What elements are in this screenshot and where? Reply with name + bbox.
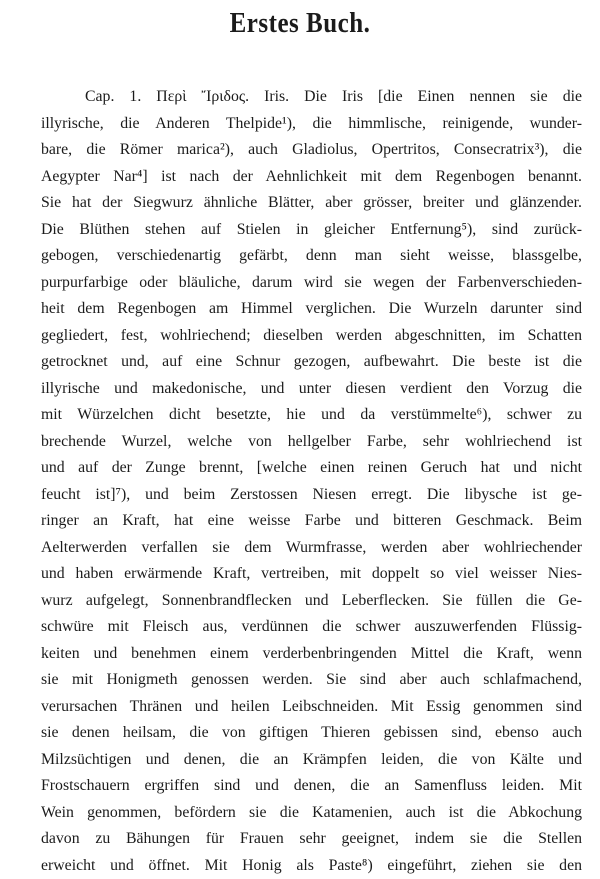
text-line: davon zu Bähungen für Frauen sehr geeignet, indem sie die Stellen <box>41 826 582 853</box>
text-line: getrocknet und, auf eine Schnur gezogen, aufbewahrt. Die beste ist die <box>41 349 582 376</box>
text-line: keiten und benehmen einem verderbenbringenden Mittel die Kraft, wenn <box>41 641 582 668</box>
text-line: illyrische und makedonische, und unter diesen verdient den Vorzug die <box>41 376 582 403</box>
text-line: gebogen, verschiedenartig gefärbt, denn man sieht weisse, blassgelbe, <box>41 243 582 270</box>
text-line: brechende Wurzel, welche von hellgelber Farbe, sehr wohlriechend ist <box>41 429 582 456</box>
text-line: purpurfarbige oder bläuliche, darum wird sie wegen der Farbenverschieden- <box>41 270 582 297</box>
text-line: Wein genommen, befördern sie die Katamenien, auch ist die Abkochung <box>41 800 582 827</box>
text-line: Die Blüthen stehen auf Stielen in gleicher Entfernung⁵), sind zurück- <box>41 217 582 244</box>
text-line: gegliedert, fest, wohlriechend; dieselben werden abgeschnitten, im Schatten <box>41 323 582 350</box>
text-line: Aegypter Nar⁴] ist nach der Aehnlichkeit mit dem Regenbogen benannt. <box>41 164 582 191</box>
text-line: illyrische, die Anderen Thelpide¹), die himmlische, reinigende, wunder- <box>41 111 582 138</box>
text-line: Sie hat der Siegwurz ähnliche Blätter, aber grösser, breiter und glänzender. <box>41 190 582 217</box>
text-line: wurz aufgelegt, Sonnenbrandflecken und Leberflecken. Sie füllen die Ge- <box>41 588 582 615</box>
text-line: ringer an Kraft, hat eine weisse Farbe und bitteren Geschmack. Beim <box>41 508 582 535</box>
text-line: schwüre mit Fleisch aus, verdünnen die schwer auszuwerfenden Flüssig- <box>41 614 582 641</box>
text-line: verursachen Thränen und heilen Leibschneiden. Mit Essig genommen sind <box>41 694 582 721</box>
text-line: und auf der Zunge brennt, [welche einen reinen Geruch hat und nicht <box>41 455 582 482</box>
page-title: Erstes Buch. <box>0 8 600 39</box>
text-body <box>41 84 582 879</box>
text-line: sie denen heilsam, die von giftigen Thieren gebissen sind, ebenso auch <box>41 720 582 747</box>
text-line: erweicht und öffnet. Mit Honig als Paste⁸) eingeführt, ziehen sie den <box>41 853 582 879</box>
text-line: Cap. 1. Περὶ Ἴριδος. Iris. Die Iris [die Einen nennen sie die <box>41 84 582 111</box>
text-line: Aelterwerden verfallen sie dem Wurmfrasse, werden aber wohlriechender <box>41 535 582 562</box>
text-line: sie mit Honigmeth genossen werden. Sie sind aber auch schlafmachend, <box>41 667 582 694</box>
text-line: und haben erwärmende Kraft, vertreiben, mit doppelt so viel weisser Nies- <box>41 561 582 588</box>
text-line: feucht ist]⁷), und beim Zerstossen Niesen erregt. Die libysche ist ge- <box>41 482 582 509</box>
text-line: heit dem Regenbogen am Himmel verglichen. Die Wurzeln darunter sind <box>41 296 582 323</box>
text-line: mit Würzelchen dicht besetzte, hie und da verstümmelte⁶), schwer zu <box>41 402 582 429</box>
text-line: Milzsüchtigen und denen, die an Krämpfen leiden, die von Kälte und <box>41 747 582 774</box>
text-line: Frostschauern ergriffen sind und denen, die an Samenfluss leiden. Mit <box>41 773 582 800</box>
text-line: bare, die Römer marica²), auch Gladiolus, Opertritos, Consecratrix³), die <box>41 137 582 164</box>
